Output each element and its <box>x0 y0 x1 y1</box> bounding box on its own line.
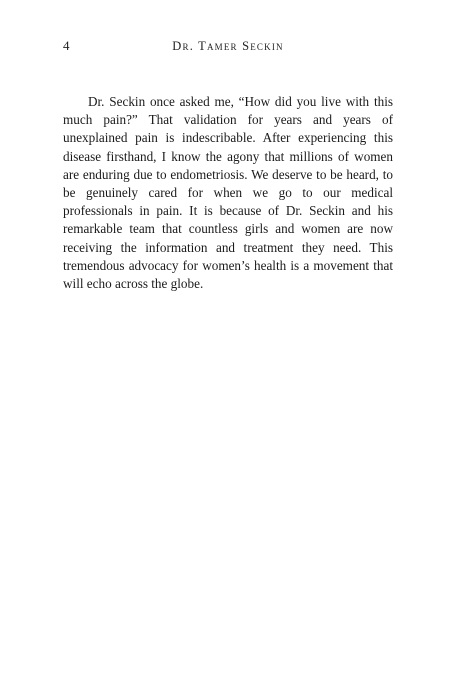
page-number: 4 <box>63 38 70 53</box>
body-paragraph: Dr. Seckin once asked me, “How did you live with this much pain?” That validation for years and years of unexplained pain is indescribable. After experiencing this disease firsthand, I know the agony that millions of women are enduring due to endometriosis. We deserve to be heard, to be genuinely cared for when we go to our medical professionals in pain. It is because of Dr. Seckin and his remarkable team that countless girls and women are now receiving the information and treatment they need. This tremendous advocacy for women’s health is a movement that will echo across the globe. <box>63 94 393 292</box>
running-header <box>63 37 393 57</box>
running-header-author: Dr. Tamer Seckin <box>172 39 284 53</box>
